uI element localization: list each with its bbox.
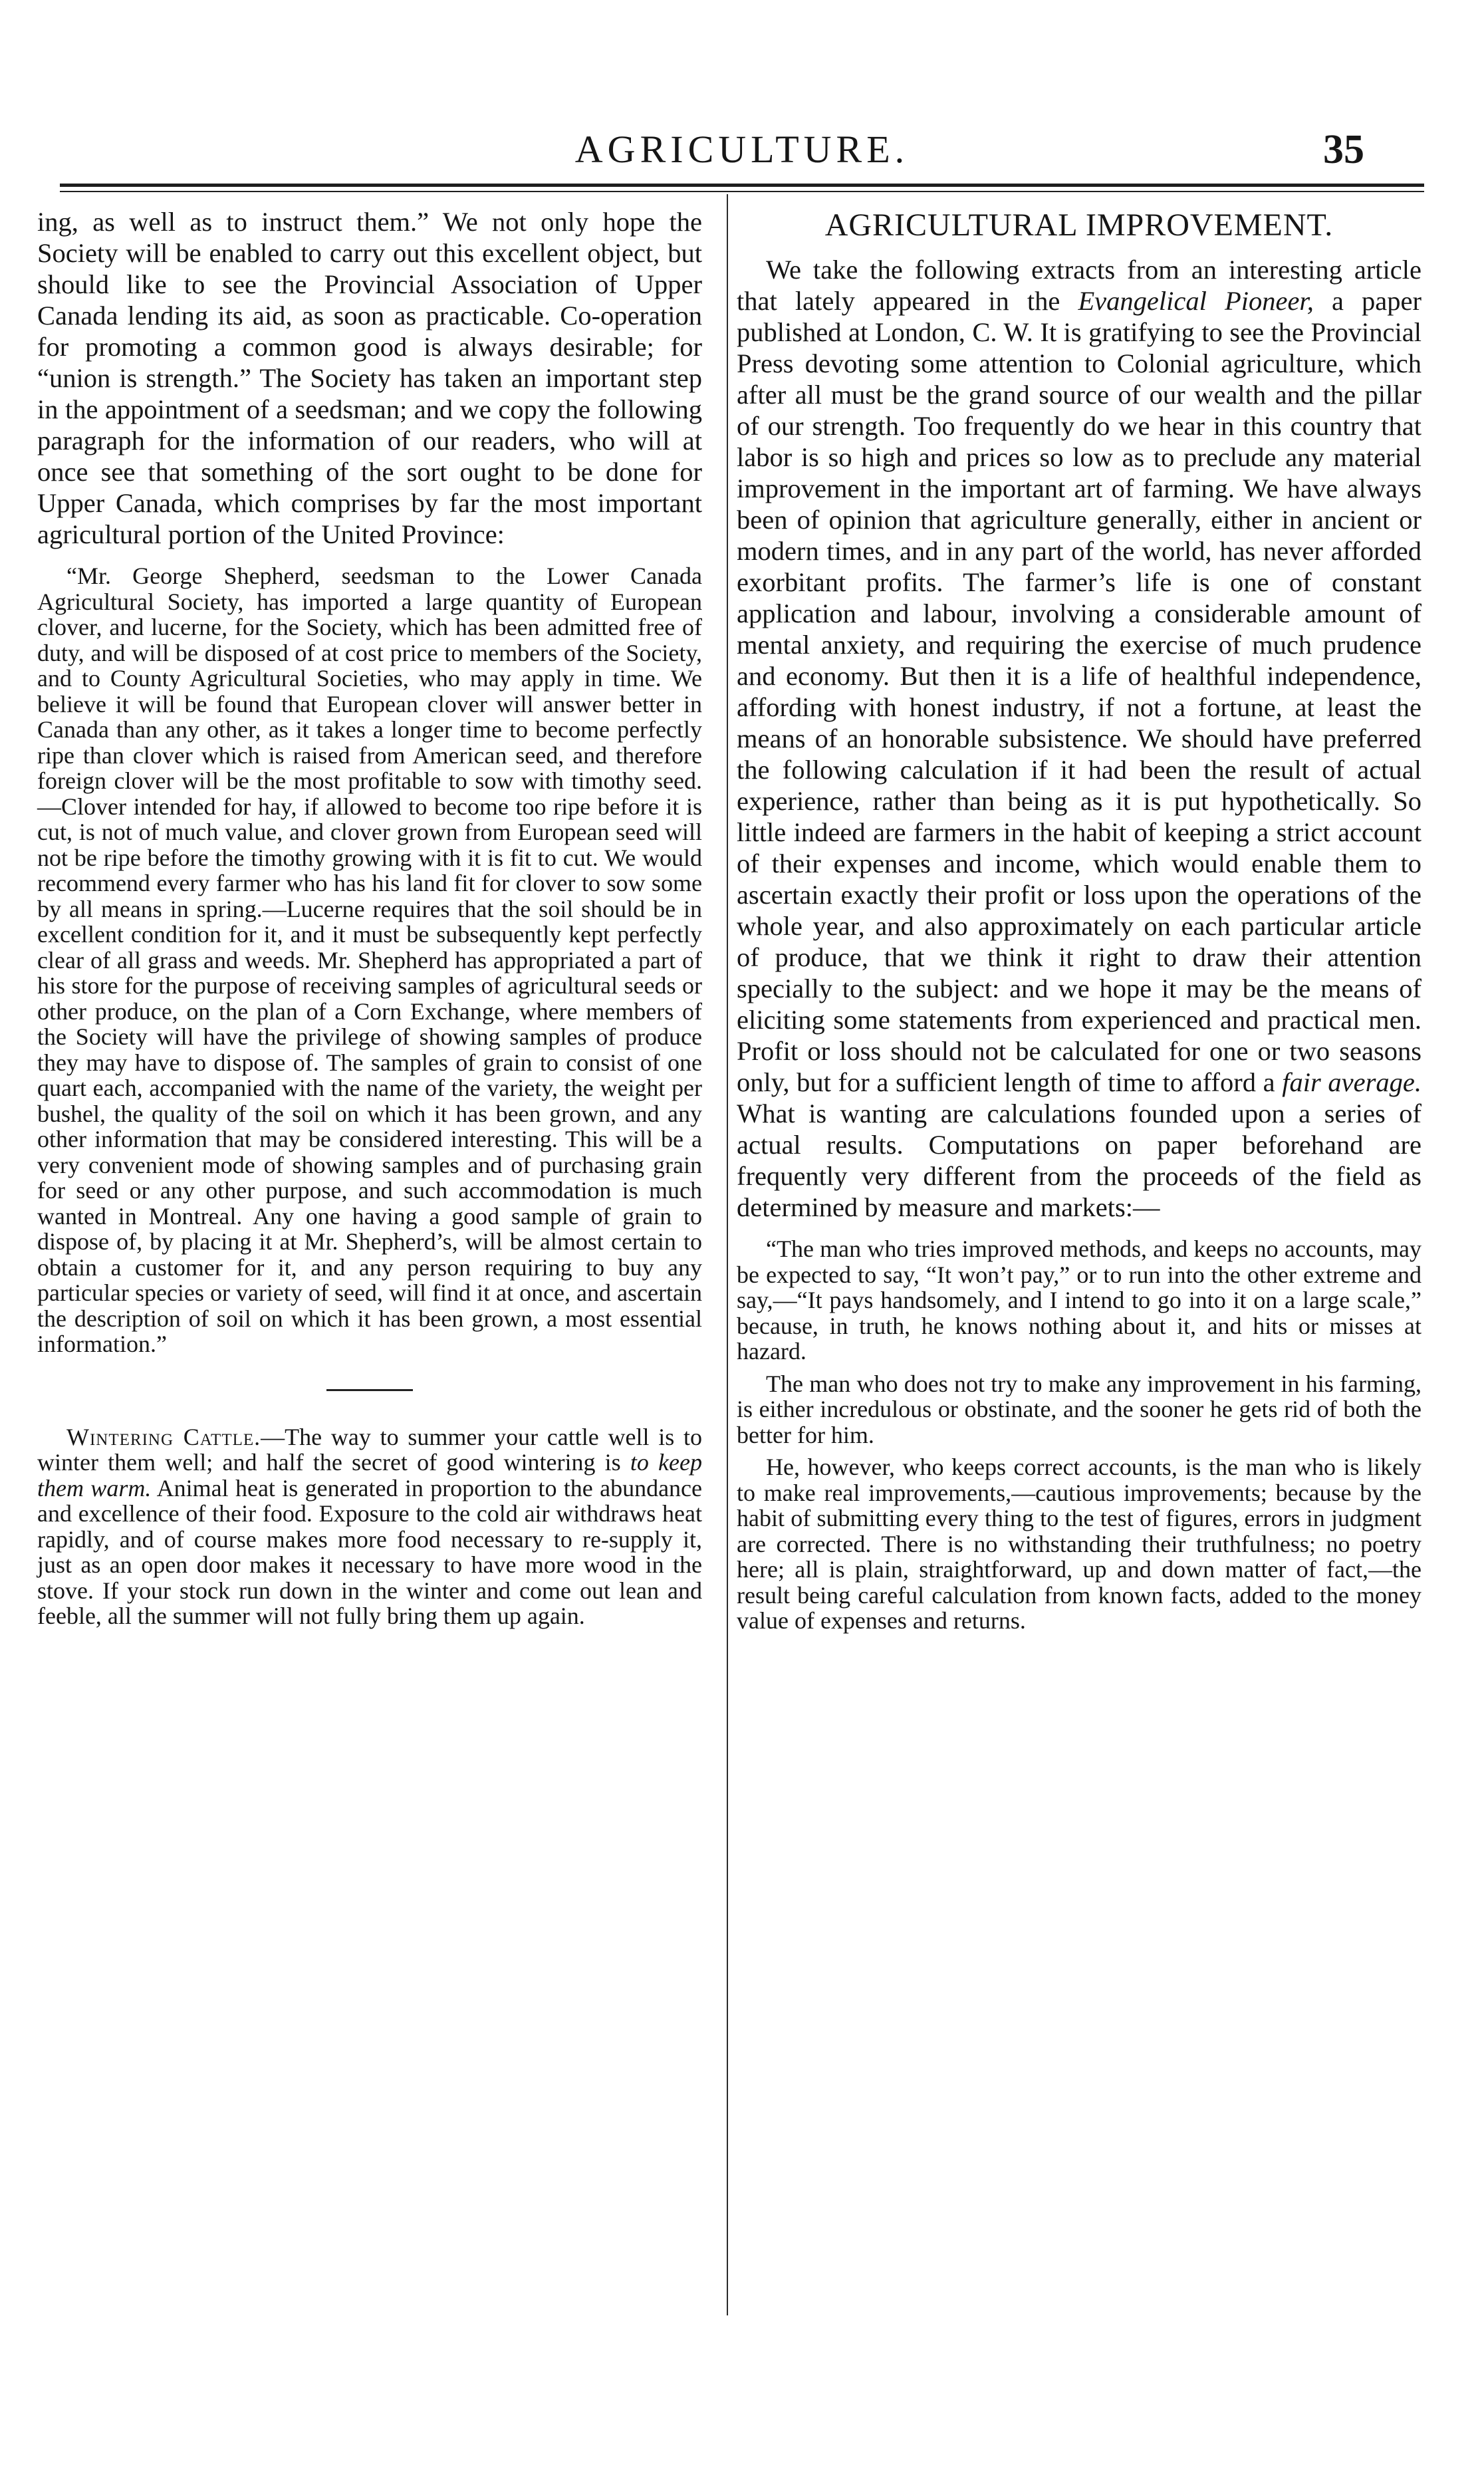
- wintering-text-em: to keep them warm.: [37, 1449, 702, 1501]
- quote-paragraph-2: The man who does not try to make any improvement in his farming, is either incredulous or obstinate, and the sooner he gets rid of both the better for him.: [737, 1370, 1422, 1448]
- continuation-paragraph: ing, as well as to instruct them.” We not only hope the Society will be enabled to carry out this excellent object, but should like to see the Provincial Association of Upper Canada lending its aid, as soon as practicable. Co-operation for promoting a common good is always desirable; for “union is strength.” The Society has taken an important step in the appointment of a seedsman; and we copy the following paragraph for the information of our readers, who will at once see that something of the sort ought to be done for Upper Canada, which comprises by far the most important agricultural portion of the United Province:: [37, 207, 702, 549]
- section-divider: [326, 1389, 413, 1391]
- right-column: [737, 206, 1422, 1634]
- quote-paragraph-3: He, however, who keeps correct accounts, is the man who is likely to make real improvements,—cautious improvements; because by the habit of submitting every thing to the test of figures, errors in judgment are corrected. There is no withstanding their truthfulness; no poetry here; all is plain, straightforward, up and down matter of fact,—the result being careful calculation from known facts, added to the money value of expenses and returns.: [737, 1454, 1422, 1634]
- intro-fair-average: fair average.: [1282, 1067, 1422, 1097]
- article-heading: AGRICULTURAL IMPROVEMENT.: [824, 207, 1334, 243]
- wintering-text-2: Animal heat is generated in proportion to the abundance and excellence of their food. Exposure to the cold air withdraws heat rapidly, and of course makes more food necessary to re-supply it, just as an open door makes it necessary to have more wood in the stove. If your stock run down in the winter and come out lean and feeble, all the summer will not fully bring them up again.: [37, 1474, 703, 1629]
- page-number: 35: [1323, 127, 1364, 172]
- intro-paper-name: Evangelical Pioneer,: [1078, 286, 1314, 316]
- running-head: [0, 125, 1484, 174]
- quote-paragraph-1: “The man who tries improved methods, and keeps no accounts, may be expected to say, “It won’t pay,” or to run into the other extreme and say,—“It pays handsomely, and I intend to go into it on a large scale,” because, in truth, he knows nothing about it, and hits or misses at hazard.: [737, 1236, 1422, 1365]
- wintering-text-1: —The way to summer your cattle well is to winter them well; and half the secret of good wintering is: [37, 1423, 702, 1476]
- page-title: AGRICULTURE.: [574, 128, 910, 171]
- intro-text-2: a paper published at London, C. W. It is gratifying to see the Provincial Press devoting some attention to Colonial agriculture, which after all must be the grand source of our wealth and the pillar of our strength. Too frequently do we hear in this country that labor is so high and prices so low as to preclude any material improvement in the important art of farming. We have always been of opinion that agriculture generally, either in ancient or modern times, and in any part of the world, has never afforded exorbitant profits. The farmer’s life is one of constant application and labour, involving a considerable amount of mental anxiety, and requiring the exercise of much prudence and economy. But then it is a life of healthful independence, affording with honest industry, if not a fortune, at least the means of an honorable subsistence. We should have preferred the following calculation if it had been the result of actual experience, rather than being as it is put hypothetically. So little indeed are farmers in the habit of keeping a strict account of their expenses and income, which would enable them to ascertain exactly their profit or loss upon the operations of the whole year, and also approximately on each particular article of produce, that we think it right to draw their attention specially to the subject: and we hope it may be the means of eliciting some statements from experienced and practical men. Profit or loss should not be calculated for one or two seasons only, but for a sufficient length of time to afford a: [737, 286, 1422, 1097]
- left-column: [37, 206, 702, 1629]
- wintering-cattle-heading: Wintering Cattle.: [66, 1423, 261, 1450]
- header-rule-thin: [60, 191, 1424, 192]
- column-divider: [727, 194, 728, 2315]
- wintering-cattle-paragraph: [37, 1424, 702, 1629]
- intro-text-3: What is wanting are calculations founded upon a series of actual results. Computations on paper beforehand are frequently very different from the proceeds of the field as determined by measure and markets:—: [737, 1099, 1422, 1222]
- seedsman-quote: “Mr. George Shepherd, seedsman to the Lower Canada Agricultural Society, has imported a large quantity of European clover, and lucerne, for the Society, which has been admitted free of duty, and will be disposed of at cost price to members of the Society, and to County Agricultural Societies, who may apply in time. We believe it will be found that European clover will answer better in Canada than any other, as it takes a longer time to become perfectly ripe than clover which is raised from American seed, and therefore foreign clover will be the most profitable to sow with timothy seed.—Clover intended for hay, if allowed to become too ripe before it is cut, is not of much value, and clover grown from European seed will not be ripe before the timothy growing with it is fit to cut. We would recommend every farmer who has his land fit for clover to sow some by all means in spring.—Lucerne requires that the soil should be in excellent condition for it, and it must be subsequently kept perfectly clear of all grass and weeds. Mr. Shepherd has appropriated a part of his store for the purpose of receiving samples of agricultural seeds or other produce, on the plan of a Corn Exchange, where members of the Society will have the privilege of showing samples of produce they may have to dispose of. The samples of grain to consist of one quart each, accompanied with the name of the variety, the weight per bushel, the quality of the soil on which it has been grown, and any other information that may be considered interesting. This will be a very convenient mode of showing samples and of purchasing grain for seed or any other purpose, and such accommodation is much wanted in Montreal. Any one having a good sample of grain to dispose of, by placing it at Mr. Shepherd’s, will be almost certain to obtain a customer for it, and any person requiring to buy any particular species or variety of seed, will find it at once, and ascertain the description of soil on which it has been grown, a most essential information.”: [37, 563, 702, 1357]
- article-intro: [737, 254, 1422, 1223]
- intro-text-1: We take the following extracts from an interesting article that lately appeared in the: [737, 255, 1422, 316]
- header-rule-thick: [60, 184, 1424, 187]
